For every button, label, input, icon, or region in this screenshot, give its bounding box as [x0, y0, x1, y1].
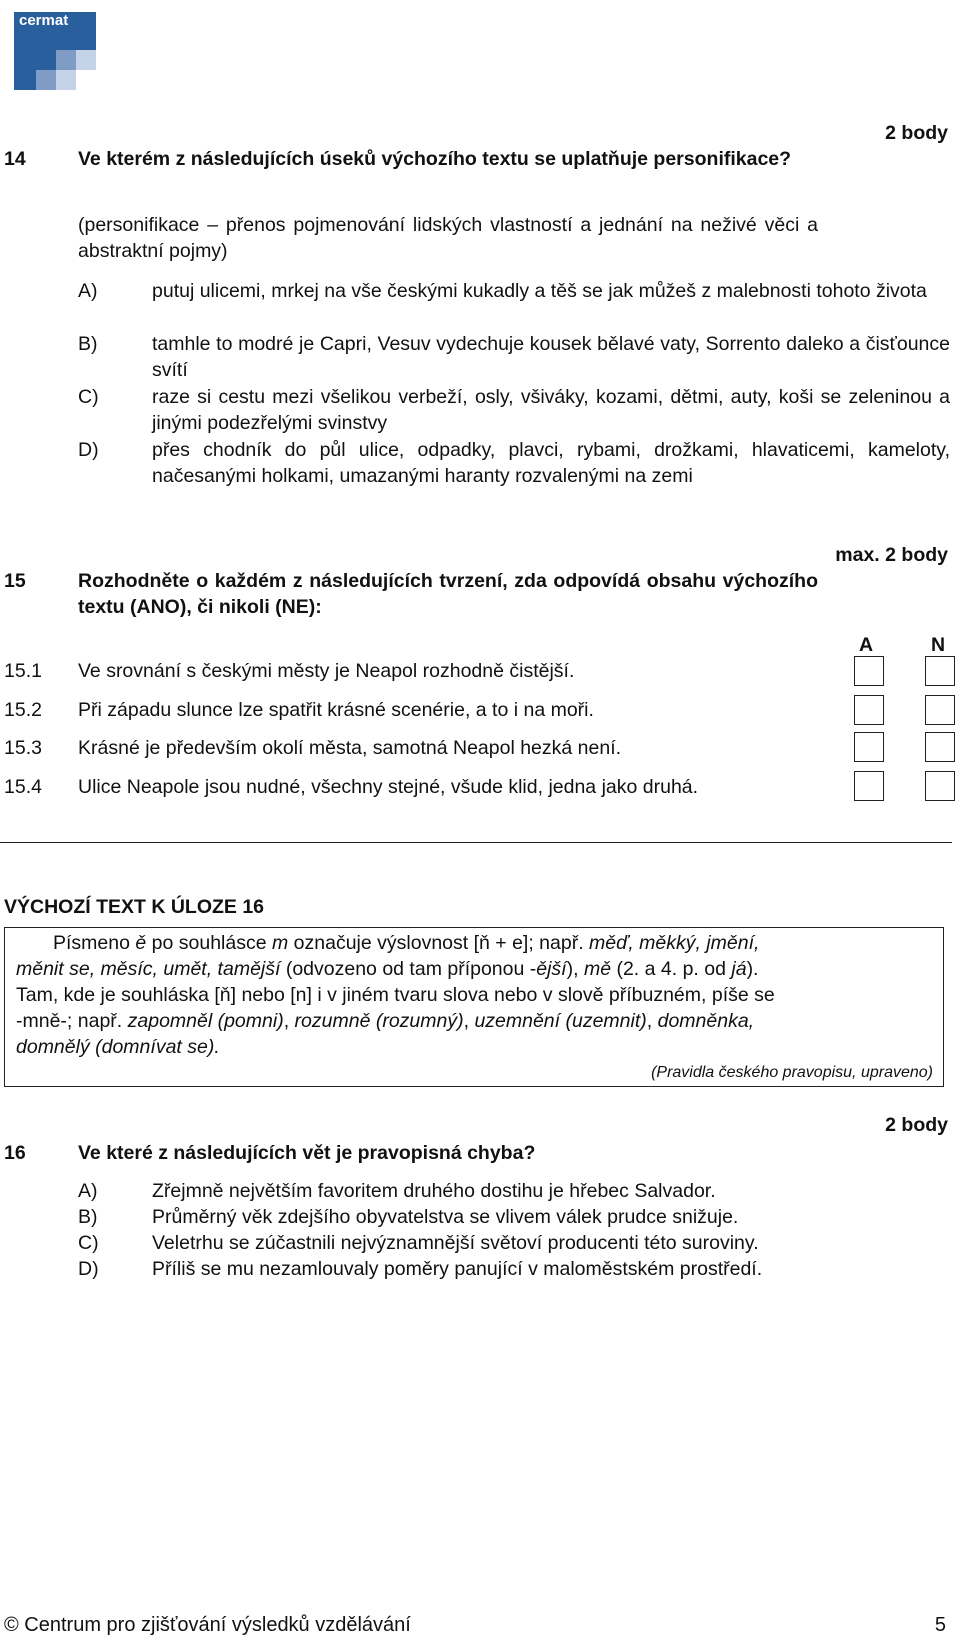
- cermat-logo: [14, 12, 96, 90]
- q14-option-c: raze si cestu mezi všelikou verbeží, osly, všiváky, kozami, dětmi, auty, koši se zeleninou a jinými podezřelými svinstvy: [152, 386, 950, 434]
- q16-option-c: Veletrhu se zúčastnili nejvýznamnější světoví producenti této suroviny.: [152, 1232, 759, 1254]
- q14-points: 2 body: [885, 122, 948, 144]
- statement-15-3-number: 15.3: [4, 737, 42, 759]
- footer-copyright: © Centrum pro zjišťování výsledků vzdělávání: [4, 1614, 411, 1636]
- q14-option-b: tamhle to modré je Capri, Vesuv vydechuje kousek bělavé vaty, Sorrento daleko a čisťounce svítí: [152, 333, 950, 381]
- checkbox-15-1-ano[interactable]: [854, 656, 884, 686]
- checkbox-15-4-ne[interactable]: [925, 771, 955, 801]
- q16-option-a-letter: A): [78, 1180, 98, 1202]
- checkbox-15-4-ano[interactable]: [854, 771, 884, 801]
- q15-question: Rozhodněte o každém z následujících tvrzení, zda odpovídá obsahu výchozího textu (ANO), či nikoli (NE):: [78, 570, 818, 618]
- q15-number: 15: [4, 570, 26, 592]
- logo-text: cermat: [19, 12, 69, 29]
- q14-number: 14: [4, 148, 26, 170]
- source-text-box: [4, 927, 944, 1087]
- q16-number: 16: [4, 1142, 26, 1164]
- statement-15-2: Při západu slunce lze spatřit krásné scenérie, a to i na moři.: [78, 699, 594, 721]
- source-line-2: měnit se, měsíc, umět, tamější (odvozeno od tam příponou -ější), mě (2. a 4. p. od já).: [16, 958, 759, 980]
- checkbox-15-2-ano[interactable]: [854, 695, 884, 725]
- q16-points: 2 body: [885, 1114, 948, 1136]
- source-line-4: -mně-; např. zapomněl (pomni), rozumně (rozumný), uzemnění (uzemnit), domněnka,: [16, 1010, 755, 1032]
- q14-note: (personifikace – přenos pojmenování lidských vlastností a jednání na neživé věci a abstraktní pojmy): [78, 214, 818, 262]
- q14-option-d: přes chodník do půl ulice, odpadky, plavci, rybami, drožkami, hlavaticemi, kameloty, načesanými holkami, umazanými haranty rozvalenými na zemi: [152, 439, 950, 487]
- statement-15-1: Ve srovnání s českými městy je Neapol rozhodně čistější.: [78, 660, 575, 682]
- q14-option-b-letter: B): [78, 333, 98, 355]
- statement-15-2-number: 15.2: [4, 699, 42, 721]
- q16-option-d-letter: D): [78, 1258, 99, 1280]
- checkbox-15-3-ne[interactable]: [925, 732, 955, 762]
- statement-15-3: Krásné je především okolí města, samotná Neapol hezká není.: [78, 737, 622, 759]
- checkbox-15-2-ne[interactable]: [925, 695, 955, 725]
- q16-question: Ve které z následujících vět je pravopisná chyba?: [78, 1142, 536, 1164]
- q16-option-a: Zřejmně největším favoritem druhého dostihu je hřebec Salvador.: [152, 1180, 716, 1202]
- checkbox-15-1-ne[interactable]: [925, 656, 955, 686]
- column-ano-header: A: [859, 634, 874, 656]
- q16-option-b-letter: B): [78, 1206, 98, 1228]
- source-attribution: (Pravidla českého pravopisu, upraveno): [651, 1064, 933, 1081]
- q14-question: Ve kterém z následujících úseků výchozího textu se uplatňuje personifikace?: [78, 148, 792, 170]
- statement-15-1-number: 15.1: [4, 660, 42, 682]
- q14-option-a-letter: A): [78, 280, 98, 302]
- q16-option-d: Příliš se mu nezamlouvaly poměry panující v maloměstském prostředí.: [152, 1258, 763, 1280]
- q16-option-b: Průměrný věk zdejšího obyvatelstva se vlivem válek prudce snižuje.: [152, 1206, 739, 1228]
- statement-15-4: Ulice Neapole jsou nudné, všechny stejné, všude klid, jedna jako druhá.: [78, 776, 699, 798]
- section-divider: [0, 842, 952, 843]
- source-line-5: domnělý (domnívat se).: [16, 1036, 220, 1058]
- q14-option-a: putuj ulicemi, mrkej na vše českými kukadly a těš se jak můžeš z malebnosti tohoto života: [152, 280, 927, 302]
- q15-points: max. 2 body: [835, 544, 948, 566]
- checkbox-15-3-ano[interactable]: [854, 732, 884, 762]
- column-ne-header: N: [931, 634, 946, 656]
- q14-option-d-letter: D): [78, 439, 99, 461]
- source-line-3: Tam, kde je souhláska [ň] nebo [n] i v jiném tvaru slova nebo v slově příbuzném, píše se: [16, 984, 775, 1006]
- page-number: 5: [934, 1614, 946, 1636]
- source-line-1: Písmeno ě po souhlásce m označuje výslovnost [ň + e]; např. měď, měkký, jmění,: [53, 932, 760, 954]
- source-text-heading: VÝCHOZÍ TEXT K ÚLOZE 16: [4, 896, 265, 918]
- q14-option-c-letter: C): [78, 386, 99, 408]
- q16-option-c-letter: C): [78, 1232, 99, 1254]
- statement-15-4-number: 15.4: [4, 776, 42, 798]
